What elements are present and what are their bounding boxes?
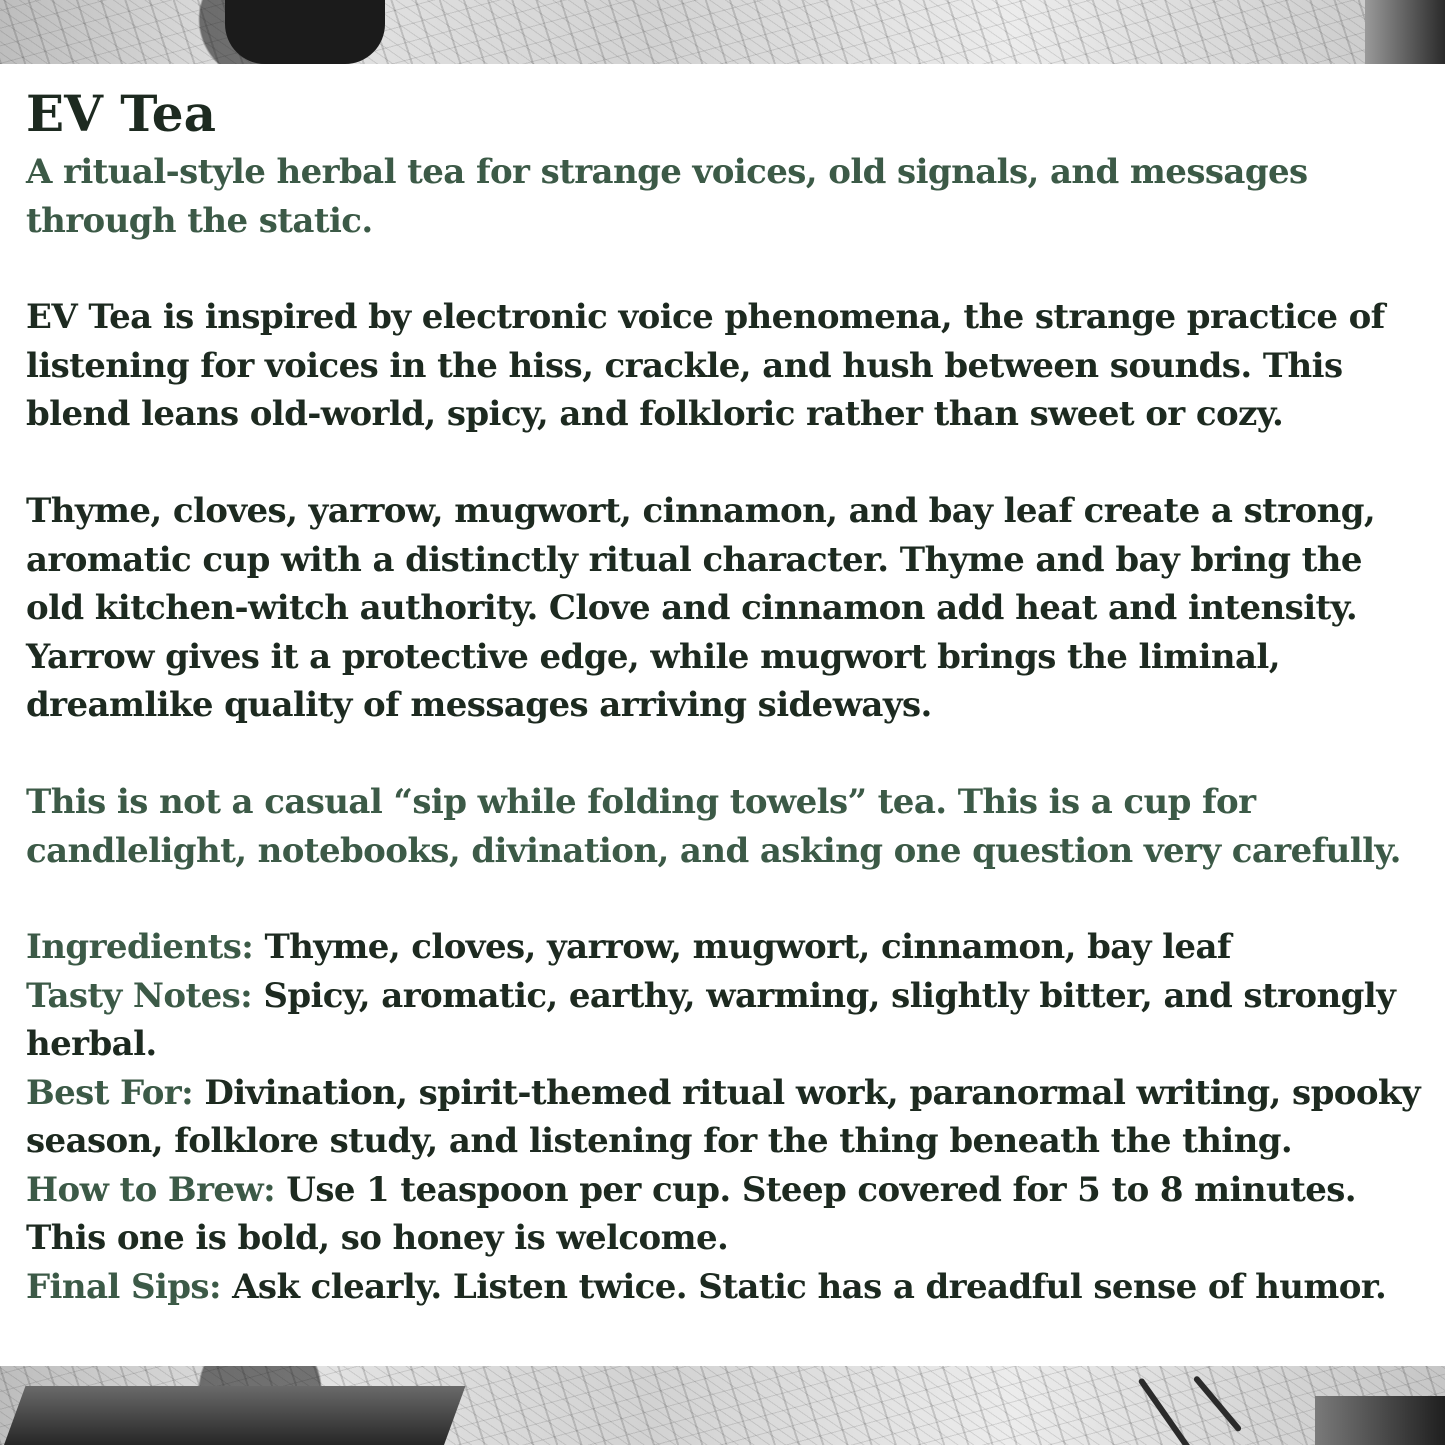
detail-value: Ask clearly. Listen twice. Static has a dreadful sense of humor.	[232, 1266, 1387, 1307]
detail-label: How to Brew:	[26, 1169, 276, 1210]
footer-photo-corner	[1315, 1396, 1445, 1445]
detail-value: Use 1 teaspoon per cup. Steep covered for 5 to 8 minutes. This one is bold, so honey is welcome.	[26, 1169, 1357, 1258]
detail-label: Best For:	[26, 1072, 194, 1113]
header-photo-maps	[0, 0, 1445, 64]
detail-label: Final Sips:	[26, 1266, 221, 1307]
detail-label: Tasty Notes:	[26, 975, 253, 1016]
intro-paragraph: EV Tea is inspired by electronic voice phenomena, the strange practice of listening for voices in the hiss, crackle, and hush between sounds. This blend leans old-world, spicy, and folkloric rather than sweet or cozy.	[26, 297, 1385, 434]
product-description	[26, 64, 1426, 1364]
header-photo-corner	[1365, 0, 1445, 64]
detail-ingredients	[26, 923, 1426, 972]
footer-photo-maps	[0, 1366, 1445, 1445]
detail-value: Thyme, cloves, yarrow, mugwort, cinnamon, bay leaf	[264, 927, 1231, 967]
callout-paragraph: This is not a casual “sip while folding towels” tea. This is a cup for candlelight, notebooks, divination, and asking one question very carefully.	[26, 782, 1401, 871]
header-photo-dark-object	[225, 0, 385, 64]
subtitle: A ritual-style herbal tea for strange voices, old signals, and messages through the static.	[26, 152, 1308, 241]
footer-photo-pencil	[1193, 1375, 1243, 1432]
detail-label: Ingredients:	[26, 927, 254, 967]
page-title: EV Tea	[26, 84, 216, 143]
detail-value: Divination, spirit-themed ritual work, paranormal writing, spooky season, folklore study, and listening for the thing beneath the thing.	[26, 1072, 1421, 1161]
footer-photo-pen	[1138, 1377, 1195, 1445]
detail-best-for	[26, 1069, 1426, 1166]
detail-value: Spicy, aromatic, earthy, warming, slightly bitter, and strongly herbal.	[26, 975, 1396, 1064]
details-list	[26, 923, 1426, 1311]
footer-photo-dark-area	[0, 1386, 465, 1445]
detail-final-sips	[26, 1263, 1426, 1312]
detail-tasty-notes	[26, 972, 1426, 1069]
detail-how-to-brew	[26, 1166, 1426, 1263]
ingredients-paragraph: Thyme, cloves, yarrow, mugwort, cinnamon, and bay leaf create a strong, aromatic cup with a distinctly ritual character. Thyme and bay bring the old kitchen-witch authority. Clove and cinnamon add heat and intensity. Yarrow gives it a protective edge, while mugwort brings the liminal, dreamlike quality of messages arriving sideways.	[26, 491, 1376, 725]
